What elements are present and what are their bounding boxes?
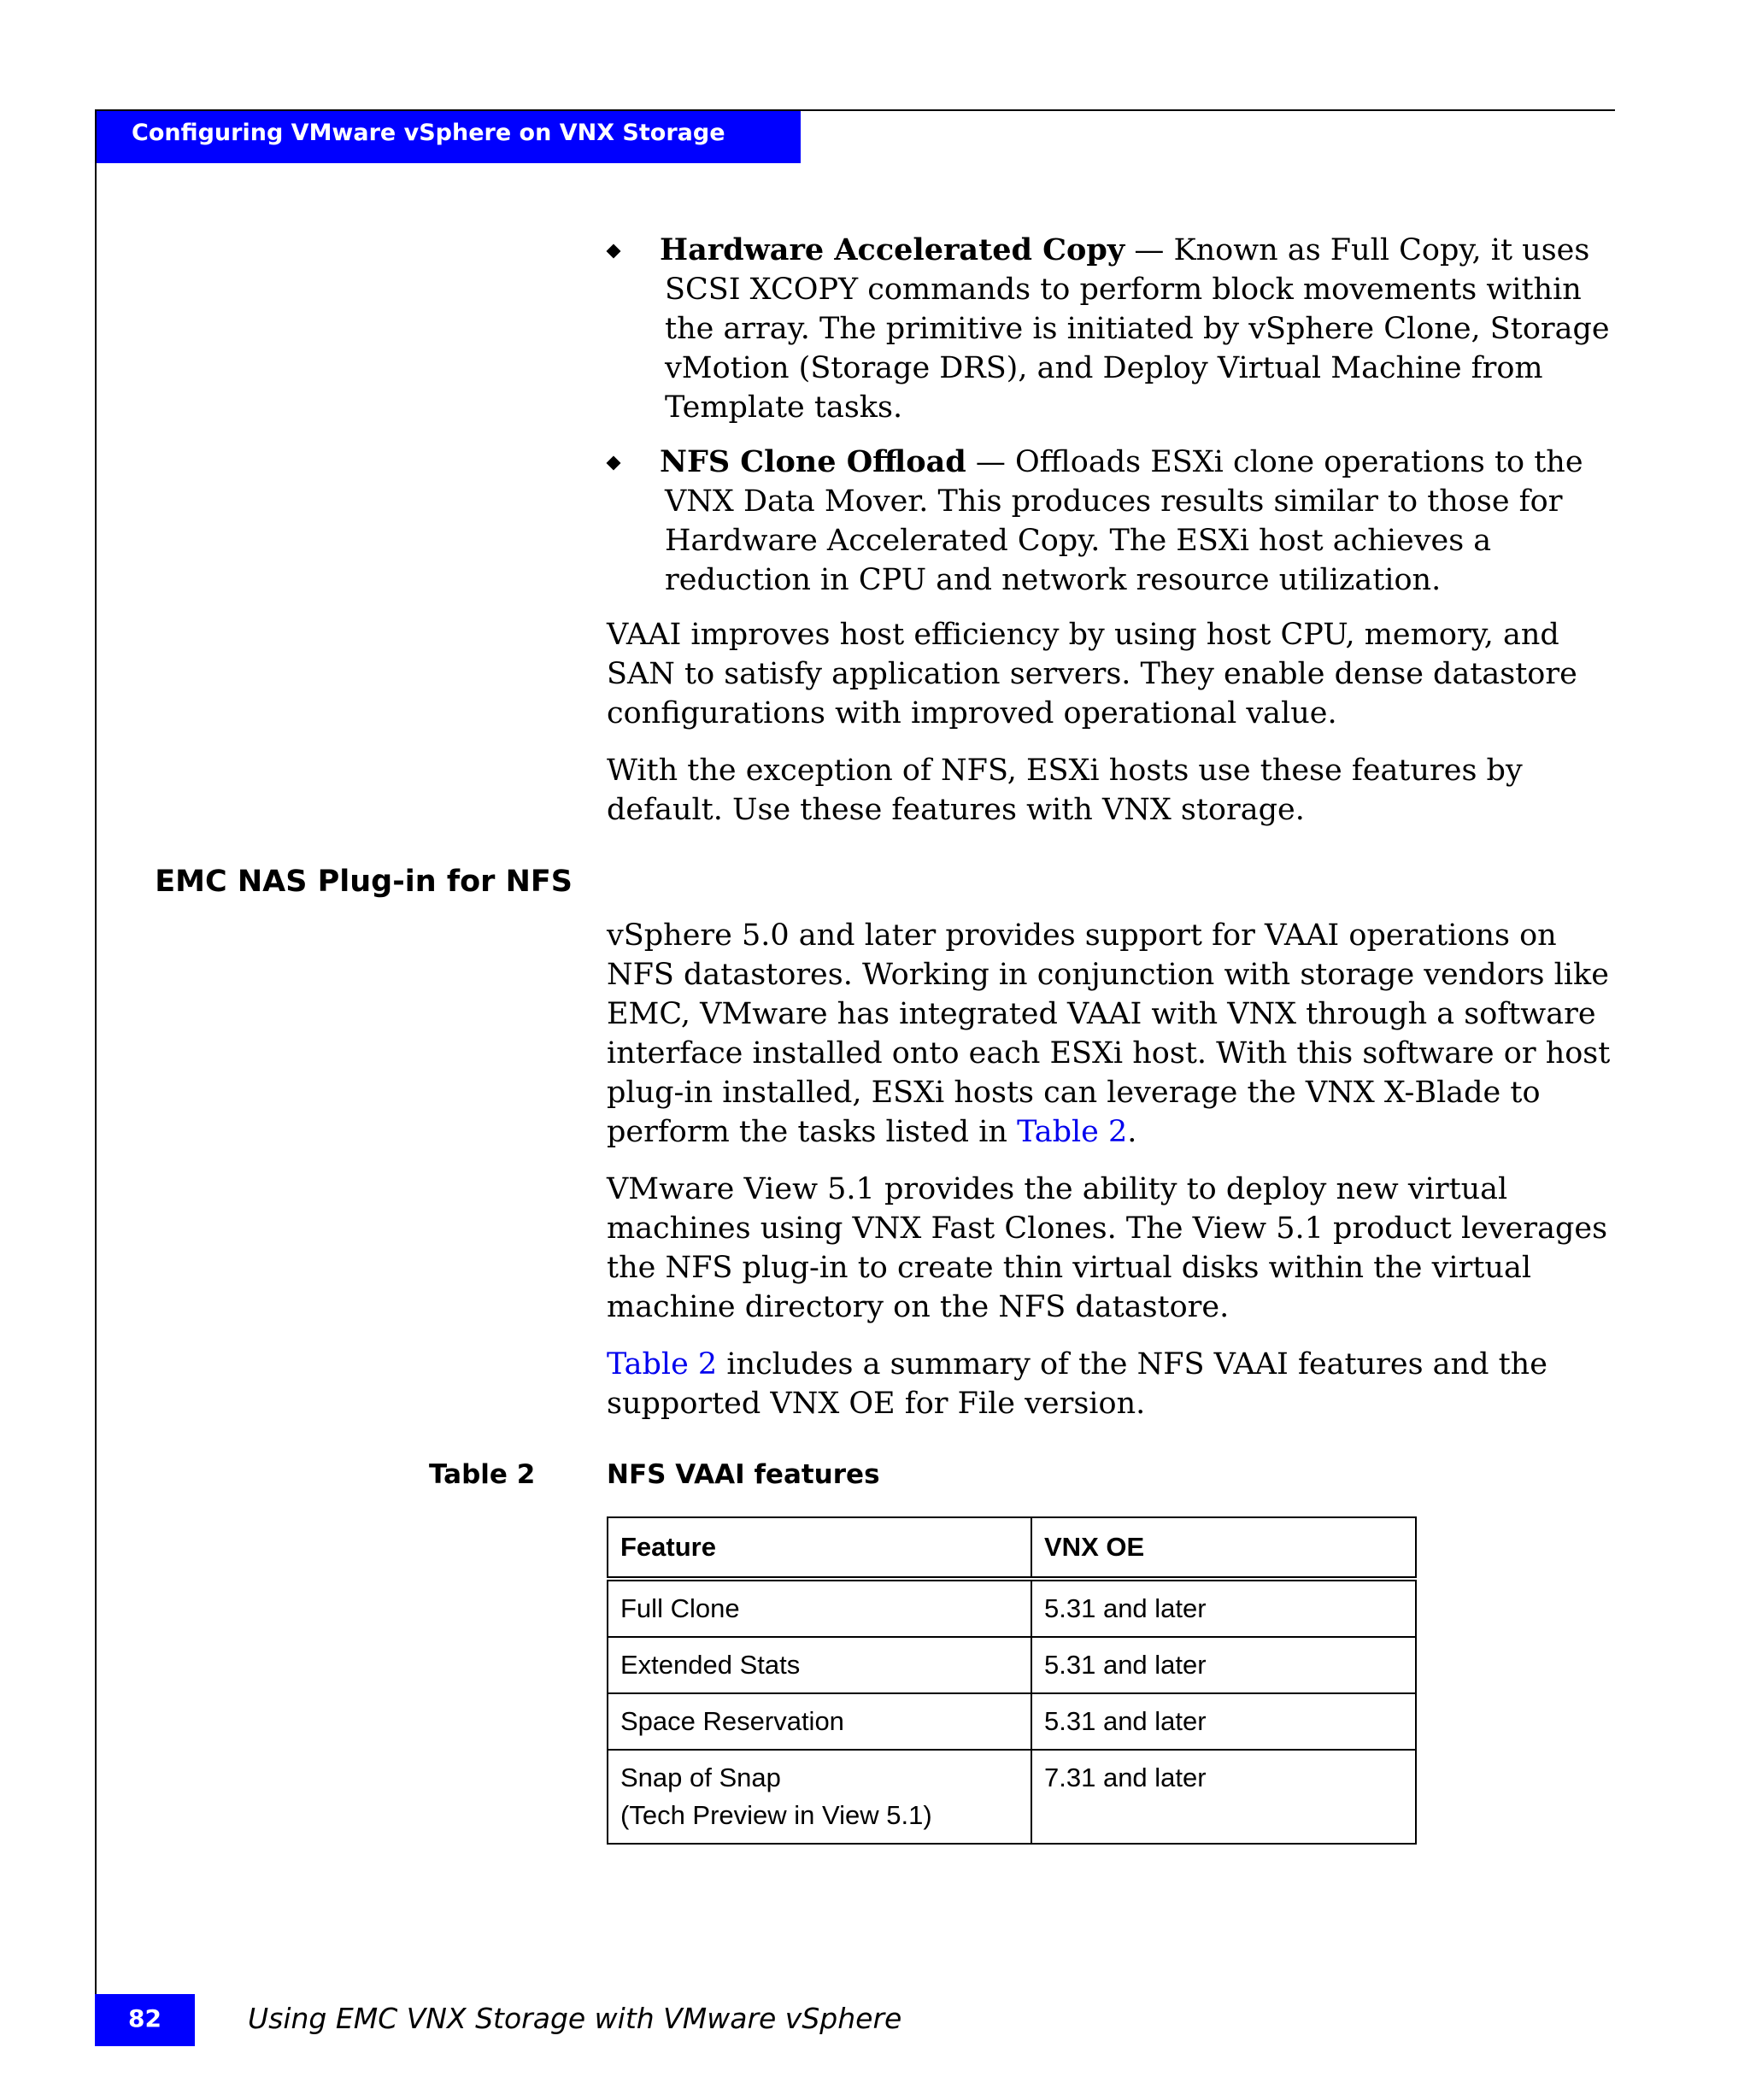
column-header-feature: Feature	[608, 1517, 1031, 1579]
column-header-vnx-oe: VNX OE	[1031, 1517, 1416, 1579]
feature-name: Snap of Snap	[620, 1763, 781, 1792]
vnx-oe-cell: 5.31 and later	[1031, 1693, 1416, 1750]
paragraph-text: vSphere 5.0 and later provides support for VAAI operations on NFS datastores. Working in conjunction with storage vendors like EMC, VMware has integrated VAAI with VNX through a software interface installed onto each ESXi host. With this software or host plug-in installed, ESXi hosts can leverage the VNX X-Blade to perform the tasks listed in	[607, 918, 1611, 1149]
vnx-oe-cell: 7.31 and later	[1031, 1750, 1416, 1844]
table-label: Table 2	[429, 1459, 536, 1490]
bullet-term: Hardware Accelerated Copy	[660, 232, 1125, 267]
feature-cell: Space Reservation	[608, 1693, 1031, 1750]
bullet-term: NFS Clone Offload	[660, 444, 966, 479]
bullet-item-nfs-clone-offload	[607, 443, 1615, 600]
paragraph-nfs-exception: With the exception of NFS, ESXi hosts use these features by default. Use these features with VNX storage.	[607, 754, 1523, 827]
section-body	[607, 916, 1615, 1441]
table-header-row	[608, 1517, 1416, 1579]
table-2-link[interactable]: Table 2	[607, 1347, 718, 1381]
chapter-title: Configuring VMware vSphere on VNX Storage	[132, 120, 725, 146]
feature-cell: Full Clone	[608, 1579, 1031, 1637]
table-row	[608, 1637, 1416, 1693]
diamond-bullet-icon	[607, 244, 621, 259]
bullet-description: — Offloads ESXi clone operations to the VNX Data Mover. This produces results similar to those for Hardware Accelerated Copy. The ESXi host achieves a reduction in CPU and network resource utilization.	[665, 445, 1583, 597]
table-title: NFS VAAI features	[607, 1459, 880, 1490]
bullet-description: — Known as Full Copy, it uses SCSI XCOPY commands to perform block movements within the array. The primitive is initiated by vSphere Clone, Storage vMotion (Storage DRS), and Deploy Virtual Machine from Template tasks.	[665, 233, 1610, 425]
paragraph-nas-plugin	[607, 916, 1615, 1152]
paragraph-text: includes a summary of the NFS VAAI features and the supported VNX OE for File version.	[607, 1347, 1547, 1421]
bullet-text	[660, 443, 1615, 600]
left-margin-rule	[95, 111, 97, 2042]
table-row	[608, 1693, 1416, 1750]
book-title: Using EMC VNX Storage with VMware vSphere	[248, 2002, 902, 2035]
feature-cell: Extended Stats	[608, 1637, 1031, 1693]
table-row	[608, 1750, 1416, 1844]
main-content	[607, 231, 1615, 848]
page-number: 82	[128, 2004, 161, 2033]
diamond-bullet-icon	[607, 456, 621, 471]
paragraph-view-fast-clones: VMware View 5.1 provides the ability to deploy new virtual machines using VNX Fast Clones. The View 5.1 product leverages the NFS plug-in to create thin virtual disks within the virtual machine directory on the NFS datastore.	[607, 1172, 1608, 1324]
section-heading: EMC NAS Plug-in for NFS	[155, 865, 573, 899]
paragraph-text: .	[1127, 1115, 1137, 1149]
feature-note: (Tech Preview in View 5.1)	[620, 1800, 932, 1830]
vnx-oe-cell: 5.31 and later	[1031, 1579, 1416, 1637]
bullet-text	[660, 231, 1615, 427]
paragraph-vaai-efficiency: VAAI improves host efficiency by using host CPU, memory, and SAN to satisfy application servers. They enable dense datastore configurations with improved operational value.	[607, 618, 1577, 730]
bullet-item-hardware-accelerated-copy	[607, 231, 1615, 427]
nfs-vaai-features-table	[607, 1516, 1417, 1845]
vnx-oe-cell: 5.31 and later	[1031, 1637, 1416, 1693]
table-2-link[interactable]: Table 2	[1017, 1115, 1128, 1149]
paragraph-table-summary	[607, 1345, 1615, 1423]
feature-cell	[608, 1750, 1031, 1844]
table-row	[608, 1579, 1416, 1637]
